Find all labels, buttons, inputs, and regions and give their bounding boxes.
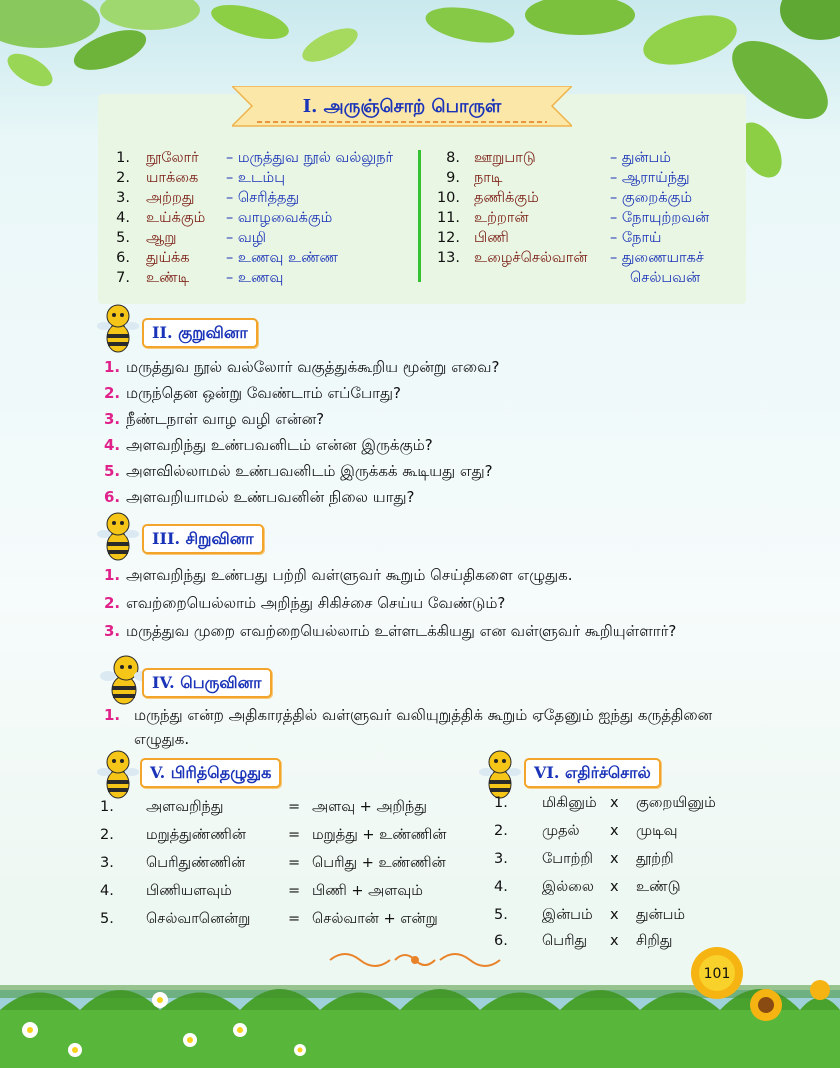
vocab-word: உற்றான் (474, 210, 529, 226)
question-num: 3. (104, 410, 121, 428)
split-word: மறுத்துண்ணின் (146, 827, 246, 843)
antonym-word: இல்லை (542, 879, 594, 895)
antonym-opposite: தூற்றி (636, 851, 674, 867)
vocab-num: 9. (446, 170, 460, 186)
vocab-meaning: – உணவு (226, 270, 284, 286)
antonym-word: போற்றி (542, 851, 594, 867)
antonym-word: முதல் (542, 823, 580, 839)
split-word: பிணியளவும் (146, 883, 232, 899)
vocab-num: 13. (436, 250, 460, 266)
vocab-word: நூலோர் (146, 150, 199, 166)
question-text: மருத்துவ நூல் வல்லோர் வகுத்துக்கூறிய மூன்று எவை? (126, 358, 500, 376)
vocab-meaning: – மருத்துவ நூல் வல்லுநர் (226, 150, 394, 166)
antonym-x: x (610, 795, 619, 811)
vocab-word: தணிக்கும் (474, 190, 539, 206)
antonym-word: பெரிது (542, 933, 588, 949)
split-num: 4. (100, 883, 114, 899)
vocab-meaning: – உணவு உண்ண (226, 250, 339, 266)
antonym-x: x (610, 823, 619, 839)
vocab-meaning-continued: செல்பவன் (630, 270, 701, 286)
vocab-meaning: – நோயுற்றவன் (610, 210, 710, 226)
bee-mascot-icon (96, 746, 140, 802)
antonym-x: x (610, 879, 619, 895)
vocab-meaning: – வாழவைக்கும் (226, 210, 333, 226)
question-text: அளவறிந்து உண்பது பற்றி வள்ளுவர் கூறும் செய்திகளை எழுதுக. (126, 566, 573, 584)
antonym-x: x (610, 933, 619, 949)
split-eq: = (288, 911, 301, 927)
question-row (104, 434, 433, 456)
question-text: எவற்றையெல்லாம் அறிந்து சிகிச்சை செய்ய வேண்டும்? (126, 594, 506, 612)
split-eq: = (288, 827, 301, 843)
antonym-num: 5. (494, 907, 508, 923)
question-row (104, 408, 324, 430)
vocab-meaning: – உடம்பு (226, 170, 286, 186)
vocab-num: 1. (116, 150, 130, 166)
vocab-word: உண்டி (146, 270, 190, 286)
antonym-opposite: குறையினும் (636, 795, 716, 811)
ornament-icon (330, 954, 500, 966)
split-word: பெரிதுண்ணின் (146, 855, 246, 871)
question-row (104, 486, 414, 508)
question-num: 1. (104, 566, 121, 584)
split-result: அளவு + அறிந்து (312, 799, 427, 815)
vocab-num: 8. (446, 150, 460, 166)
split-result: பெரிது + உண்ணின் (312, 855, 446, 871)
split-num: 5. (100, 911, 114, 927)
antonym-word: மிகினும் (542, 795, 597, 811)
section4-title: IV. பெருவினா (142, 668, 272, 698)
question-row-continued (134, 728, 189, 750)
antonym-opposite: சிறிது (636, 933, 673, 949)
split-word: செல்வானென்று (146, 911, 251, 927)
section1-title: I. அருஞ்சொற் பொருள் (302, 96, 502, 117)
question-num: 2. (104, 384, 121, 402)
section2-title: II. குறுவினா (142, 318, 258, 348)
question-num: 2. (104, 594, 121, 612)
vocab-word: அற்றது (146, 190, 195, 206)
vocab-word: நாடி (474, 170, 503, 186)
antonym-x: x (610, 907, 619, 923)
bee-mascot-icon (96, 300, 140, 356)
question-num: 6. (104, 488, 121, 506)
antonym-word: இன்பம் (542, 907, 593, 923)
vocab-num: 6. (116, 250, 130, 266)
question-text: மருத்துவ முறை எவற்றையெல்லாம் உள்ளடக்கியது என வள்ளுவர் கூறியுள்ளார்? (126, 622, 677, 640)
antonym-num: 3. (494, 851, 508, 867)
question-text: நீண்டநாள் வாழ வழி என்ன? (126, 410, 325, 428)
question-row (104, 460, 493, 482)
vocab-num: 3. (116, 190, 130, 206)
split-eq: = (288, 883, 301, 899)
question-text: எழுதுக. (134, 730, 190, 748)
vocab-word: உழைச்செல்வான் (474, 250, 588, 266)
split-word: அளவறிந்து (146, 799, 224, 815)
split-result: பிணி + அளவும் (312, 883, 423, 899)
vocab-word: யாக்கை (146, 170, 199, 186)
question-row (104, 704, 712, 726)
question-text: மருந்தென ஒன்று வேண்டாம் எப்போது? (126, 384, 401, 402)
section3-title: III. சிறுவினா (142, 524, 264, 554)
question-row (104, 356, 499, 378)
split-result: மறுத்து + உண்ணின் (312, 827, 447, 843)
vocab-meaning: – வழி (226, 230, 267, 246)
question-text: மருந்து என்ற அதிகாரத்தில் வள்ளுவர் வலியுறுத்திக் கூறும் ஏதேனும் ஐந்து கருத்தினை (134, 706, 713, 724)
antonym-num: 6. (494, 933, 508, 949)
question-row (104, 620, 676, 642)
question-num: 3. (104, 622, 121, 640)
vocab-num: 11. (436, 210, 460, 226)
column-divider (418, 150, 421, 282)
split-eq: = (288, 799, 301, 815)
antonym-opposite: துன்பம் (636, 907, 686, 923)
question-num: 5. (104, 462, 121, 480)
vocab-word: உய்க்கும் (146, 210, 206, 226)
antonym-num: 4. (494, 879, 508, 895)
section6-title: VI. எதிர்ச்சொல் (524, 758, 661, 788)
vocab-num: 7. (116, 270, 130, 286)
question-num: 1. (104, 358, 121, 376)
vocab-word: துய்க்க (146, 250, 190, 266)
split-result: செல்வான் + என்று (312, 911, 438, 927)
vocab-meaning: – ஆராய்ந்து (610, 170, 690, 186)
question-text: அளவறியாமல் உண்பவனின் நிலை யாது? (126, 488, 415, 506)
antonym-num: 1. (494, 795, 508, 811)
antonym-x: x (610, 851, 619, 867)
vocab-meaning: – நோய் (610, 230, 662, 246)
vocab-num: 10. (436, 190, 460, 206)
vocab-word: ஊறுபாடு (474, 150, 536, 166)
vocab-meaning: – துணையாகச் (610, 250, 704, 266)
vocab-meaning: – குறைக்கும் (610, 190, 692, 206)
question-row (104, 592, 505, 614)
question-num: 1. (104, 706, 121, 724)
split-num: 2. (100, 827, 114, 843)
vocab-num: 2. (116, 170, 130, 186)
question-text: அளவில்லாமல் உண்பவனிடம் இருக்கக் கூடியது எது? (126, 462, 493, 480)
vocab-word: பிணி (474, 230, 509, 246)
vocab-num: 4. (116, 210, 130, 226)
question-num: 4. (104, 436, 121, 454)
antonym-opposite: முடிவு (636, 823, 678, 839)
page-number: 101 (703, 966, 731, 982)
vocab-meaning: – செரித்தது (226, 190, 300, 206)
split-num: 3. (100, 855, 114, 871)
antonym-opposite: உண்டு (636, 879, 681, 895)
antonym-num: 2. (494, 823, 508, 839)
split-eq: = (288, 855, 301, 871)
bee-mascot-icon (96, 508, 140, 564)
question-row (104, 382, 401, 404)
question-text: அளவறிந்து உண்பவனிடம் என்ன இருக்கும்? (126, 436, 433, 454)
question-row (104, 564, 573, 586)
split-num: 1. (100, 799, 114, 815)
vocab-word: ஆறு (146, 230, 177, 246)
vocab-num: 12. (436, 230, 460, 246)
section5-title: V. பிரித்தெழுதுக (140, 758, 281, 788)
vocab-meaning: – துன்பம் (610, 150, 671, 166)
vocab-num: 5. (116, 230, 130, 246)
